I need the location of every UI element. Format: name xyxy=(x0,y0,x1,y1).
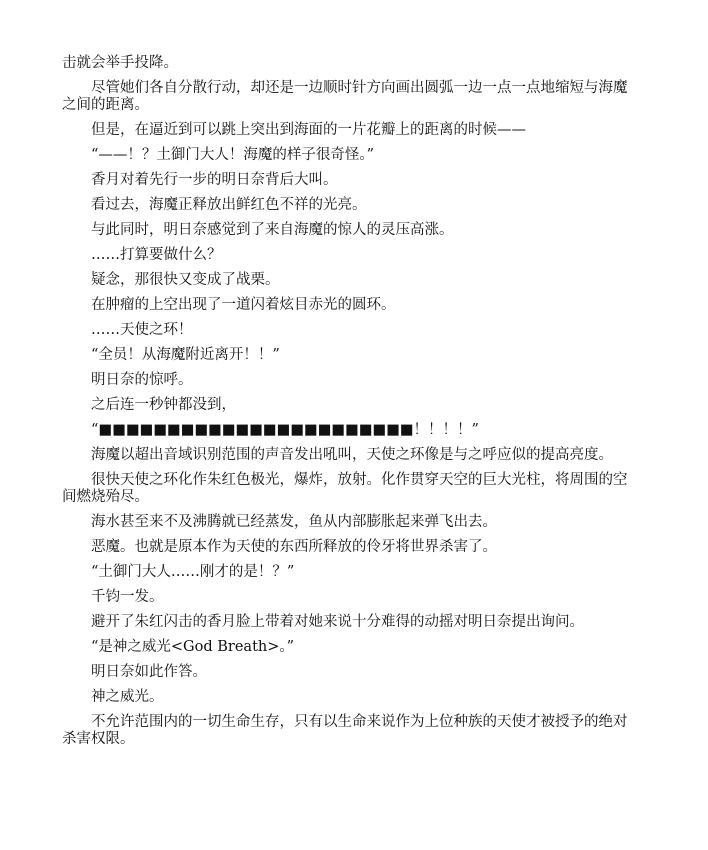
paragraph: 千钧一发。 xyxy=(91,589,164,605)
paragraph: 疑念，那很快又变成了战栗。 xyxy=(91,272,280,288)
paragraph: 很快天使之环化作朱红色极光，爆炸，放射。化作贯穿天空的巨大光柱，将周围的空间燃烧殆尽。 xyxy=(62,472,628,505)
paragraph: 香月对着先行一步的明日奈背后大叫。 xyxy=(91,172,338,188)
paragraph: “■■■■■■■■■■■■■■■■■■■■■■■！！！！” xyxy=(91,422,479,438)
paragraph: “全员！从海魔附近离开！！” xyxy=(91,347,280,363)
paragraph: ……打算要做什么？ xyxy=(91,247,222,263)
paragraph: 明日奈如此作答。 xyxy=(91,664,207,680)
paragraph: 之后连一秒钟都没到， xyxy=(91,397,236,413)
paragraph: 看过去，海魔正释放出鲜红色不祥的光亮。 xyxy=(91,197,367,213)
text-body xyxy=(62,55,640,756)
paragraph: ……天使之环！ xyxy=(91,322,193,338)
paragraph: 神之威光。 xyxy=(91,689,164,705)
paragraph: 击就会举手投降。 xyxy=(62,55,178,71)
paragraph: 避开了朱红闪击的香月脸上带着对她来说十分难得的动摇对明日奈提出询问。 xyxy=(91,614,584,630)
paragraph: 明日奈的惊呼。 xyxy=(91,372,193,388)
paragraph: 恶魔。也就是原本作为天使的东西所释放的伶牙将世界杀害了。 xyxy=(91,539,497,555)
paragraph: 但是，在逼近到可以跳上突出到海面的一片花瓣上的距离的时候—— xyxy=(91,122,526,138)
paragraph: “是神之威光<God Breath>。” xyxy=(91,639,295,655)
paragraph: 在肿瘤的上空出现了一道闪着炫目赤光的圆环。 xyxy=(91,297,396,313)
paragraph: 海魔以超出音域识别范围的声音发出吼叫，天使之环像是与之呼应似的提高亮度。 xyxy=(91,447,613,463)
paragraph: 不允许范围内的一切生命生存，只有以生命来说作为上位种族的天使才被授予的绝对杀害权限。 xyxy=(62,714,628,747)
paragraph: 与此同时，明日奈感觉到了来自海魔的惊人的灵压高涨。 xyxy=(91,222,454,238)
paragraph: 海水甚至来不及沸腾就已经蒸发，鱼从内部膨胀起来弹飞出去。 xyxy=(91,514,497,530)
paragraph: “——！？土御门大人！海魔的样子很奇怪。” xyxy=(91,147,375,163)
paragraph: 尽管她们各自分散行动，却还是一边顺时针方向画出圆弧一边一点一点地缩短与海魔之间的距离。 xyxy=(62,80,628,113)
paragraph: “土御门大人……刚才的是！？” xyxy=(91,564,295,580)
